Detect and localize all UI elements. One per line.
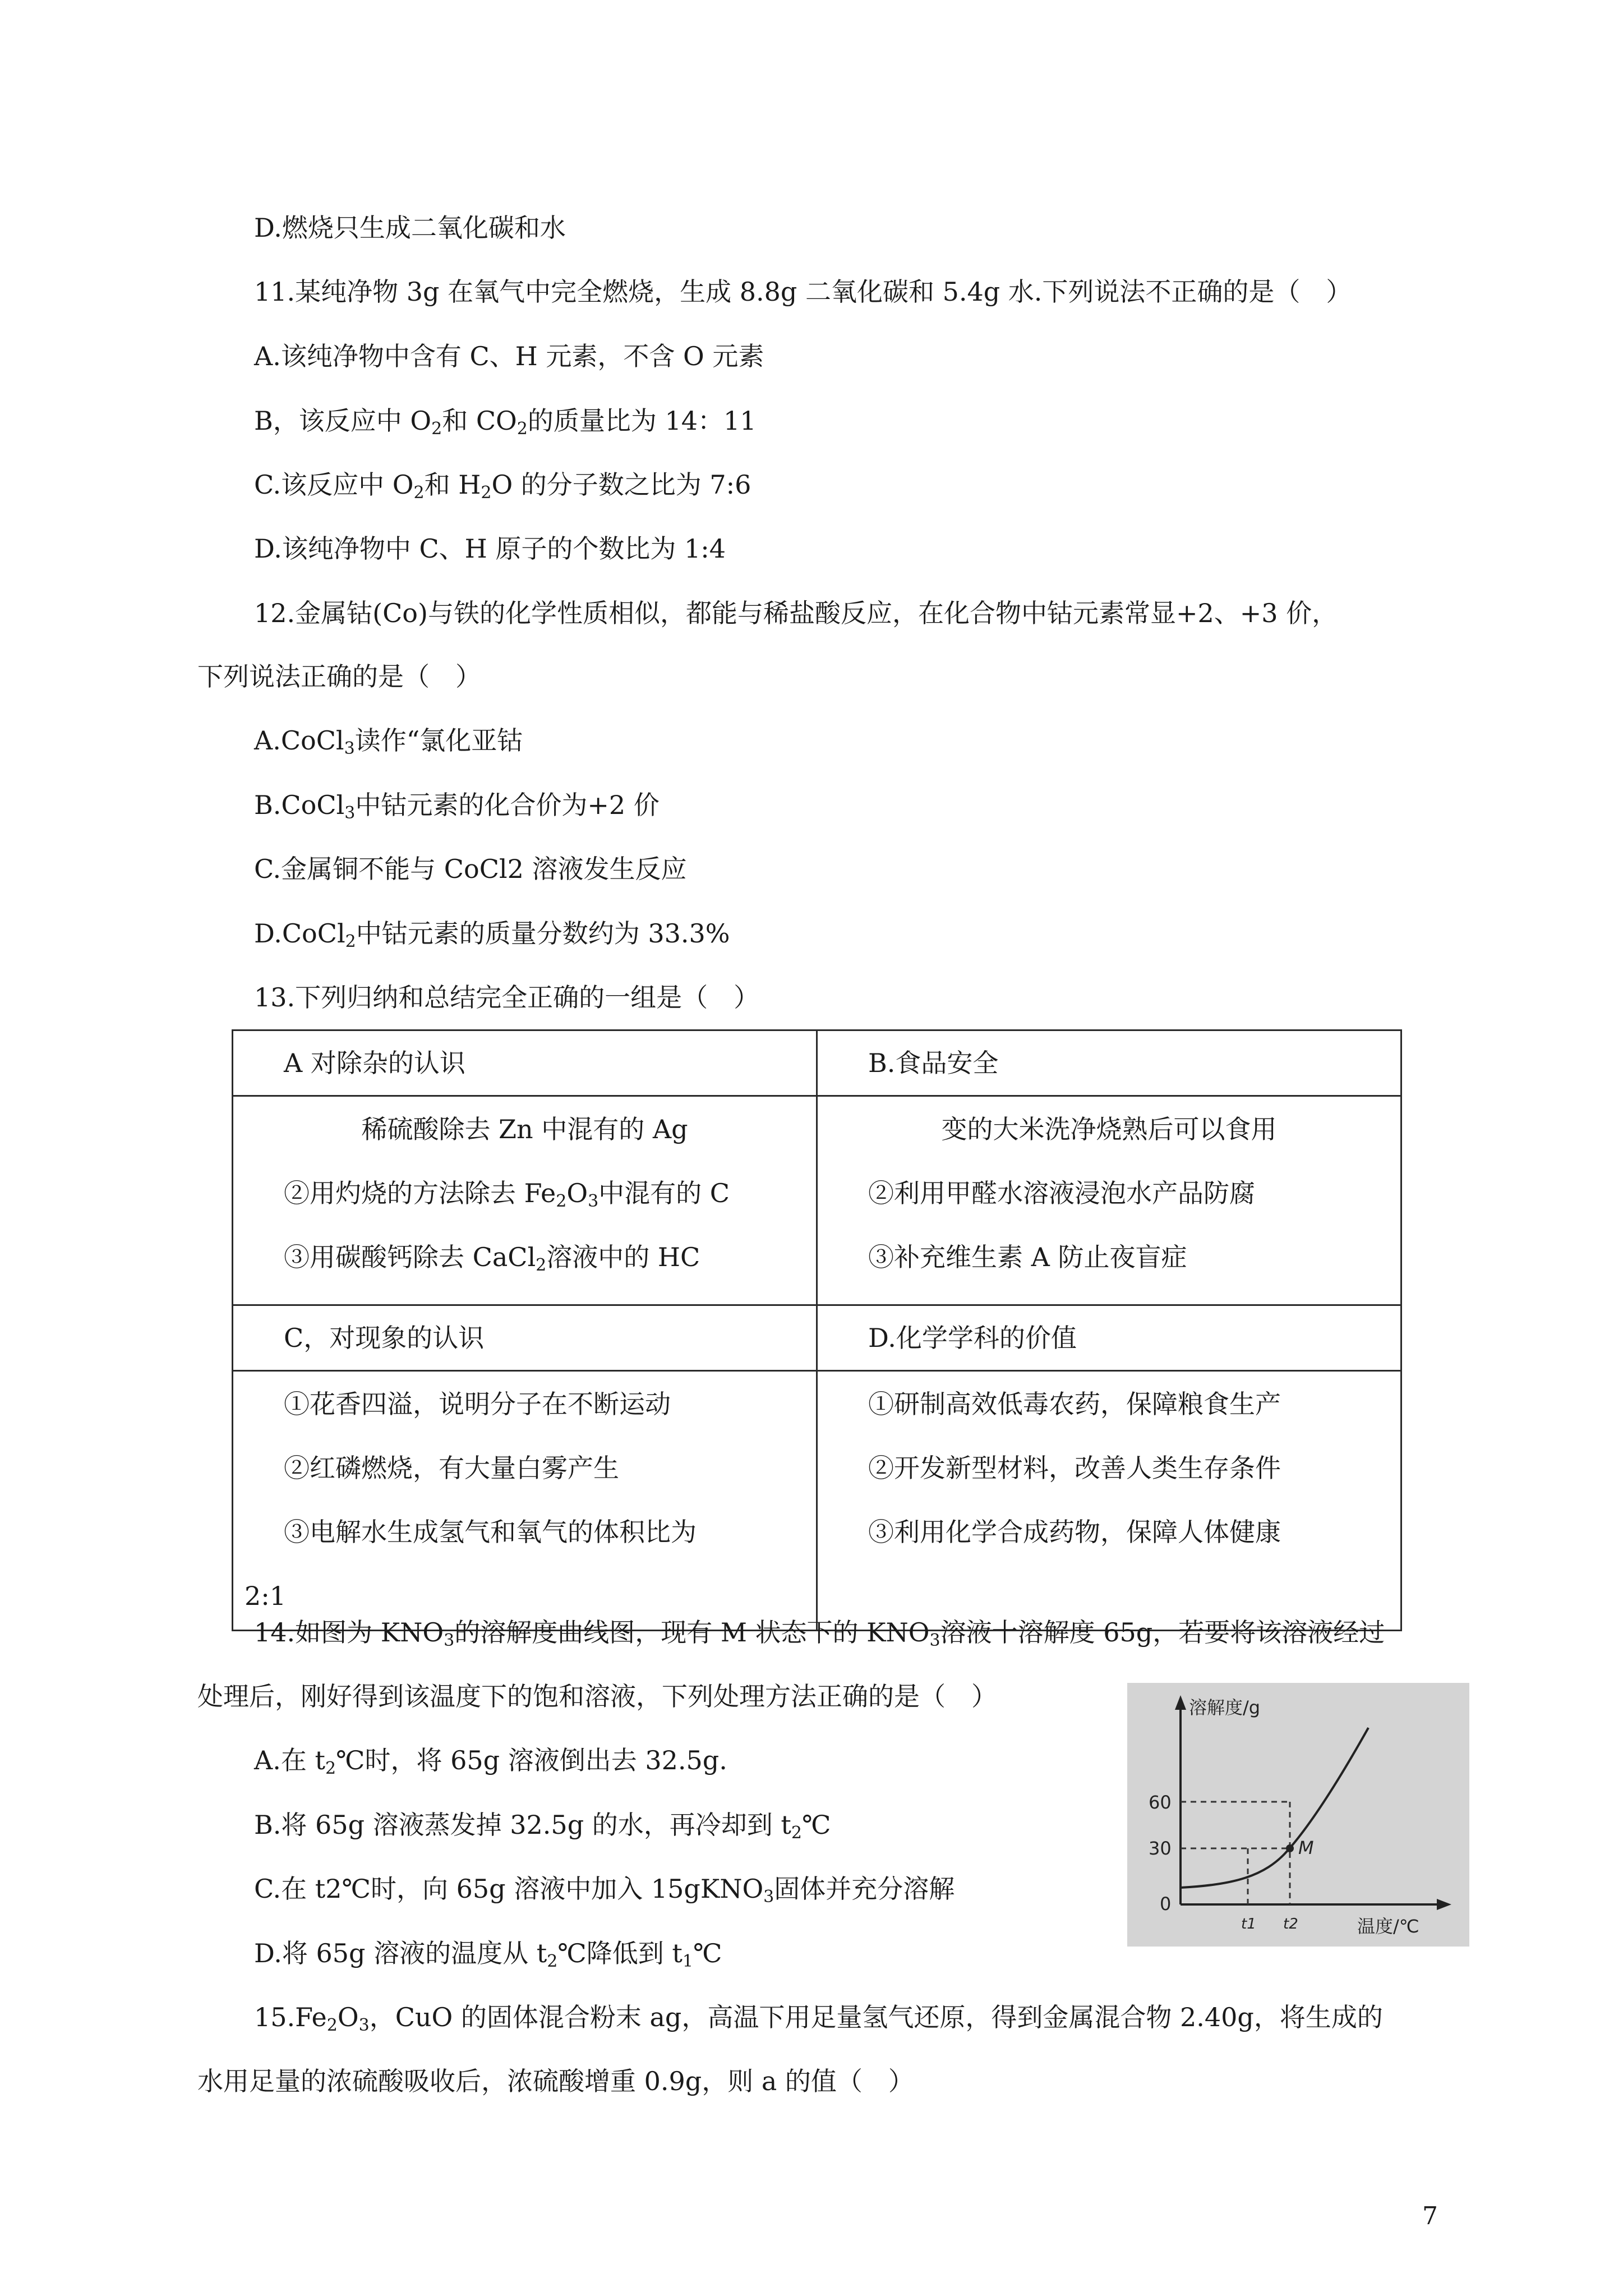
q14-option-b: B.将 65g 溶液蒸发掉 32.5g 的水，再冷却到 $t_2℃$ — [254, 1810, 831, 1843]
y-axis-label: 溶解度/g — [1189, 1697, 1261, 1718]
q13-stem: 13.下列归纳和总结完全正确的一组是（ ） — [254, 982, 760, 1013]
table-cell-c: ①花香四溢，说明分子在不断运动 ②红磷燃烧，有大量白雾产生 ③电解水生成氢气和氧气的体积比为 2:1 — [233, 1371, 817, 1631]
q12-option-b: B.CoCl$_3$中钴元素的化合价为+2 价 — [254, 790, 660, 823]
q13-table — [232, 1029, 1402, 1631]
q12-option-d: D.CoCl$_2$中钴元素的质量分数约为 33.3% — [254, 918, 730, 951]
tick-label-60: 60 — [1149, 1792, 1172, 1813]
q11-option-c: C.该反应中 $O_2$和 $H_2O$ 的分子数之比为 7:6 — [254, 470, 751, 503]
q14-option-c: C.在 t2℃时，向 65g 溶液中加入 15gKNO$_3$固体并充分溶解 — [254, 1874, 955, 1907]
q15-stem: $15.Fe_2O_3$，CuO 的固体混合粉末 ag，高温下用足量氢气还原，得到金属混合物 2.40g，将生成的 — [254, 2002, 1383, 2035]
solubility-curve-svg — [1127, 1683, 1469, 1947]
q11-option-a: A.该纯净物中含有 C、H 元素，不含 O 元素 — [254, 341, 764, 371]
table-header-c: C，对现象的认识 — [233, 1305, 817, 1371]
x-axis-label: 温度/℃ — [1357, 1916, 1419, 1937]
q15-stem-cont: 水用足量的浓硫酸吸收后，浓硫酸增重 0.9g，则 a 的值（ ） — [197, 2066, 914, 2096]
q14-option-d: D.将 65g 溶液的温度从 $t_2℃$降低到 $t_1℃$ — [254, 1938, 722, 1971]
q11-stem: 11.某纯净物 3g 在氧气中完全燃烧，生成 8.8g 二氧化碳和 5.4g 水.下列说法不正确的是（ ） — [254, 277, 1352, 307]
q12-option-c: C.金属铜不能与 CoCl2 溶液发生反应 — [254, 854, 687, 884]
solubility-curve-figure — [1127, 1683, 1469, 1947]
x-axis-arrow — [1437, 1899, 1451, 1910]
solubility-curve — [1181, 1728, 1368, 1888]
table-header-d: D.化学学科的价值 — [817, 1305, 1401, 1371]
table-header-a: A 对除杂的认识 — [233, 1030, 817, 1096]
table-cell-b: 变的大米洗净烧熟后可以食用 ②利用甲醛水溶液浸泡水产品防腐 ③补充维生素 A 防止夜盲症 — [817, 1096, 1401, 1305]
point-m — [1286, 1844, 1294, 1852]
q14-stem-cont: 处理后，刚好得到该温度下的饱和溶液，下列处理方法正确的是（ ） — [197, 1681, 997, 1711]
q14-stem: 14.如图为 $KNO_3$的溶解度曲线图，现有 M 状态下的 $KNO_3$溶液十溶解度 65g，若要将该溶液经过 — [254, 1617, 1385, 1650]
tick-label-t1: t1 — [1241, 1916, 1256, 1932]
point-label-m: M — [1298, 1837, 1314, 1858]
y-axis-arrow — [1175, 1695, 1186, 1710]
table-header-b: B.食品安全 — [817, 1030, 1401, 1096]
q12-option-a: A.CoCl$_3$读作“氯化亚钴 — [254, 725, 523, 758]
q12-stem: 12.金属钴(Co)与铁的化学性质相似，都能与稀盐酸反应，在化合物中钴元素常显+2、+3 价， — [254, 598, 1338, 628]
q11-option-b: B，该反应中 $O_2$和 $CO_2$的质量比为 14：11 — [254, 406, 757, 439]
q14-option-a: A.在 $t_2℃$时，将 65g 溶液倒出去 32.5g. — [254, 1745, 727, 1778]
table-cell-a: 稀硫酸除去 Zn 中混有的 Ag ②用灼烧的方法除去 $Fe_2O_3$中混有的 C ③用碳酸钙除去 CaCl$_2$溶液中的 HC — [233, 1096, 817, 1305]
tick-label-0: 0 — [1160, 1893, 1172, 1915]
tick-label-t2: t2 — [1283, 1916, 1298, 1932]
table-cell-d: ①研制高效低毒农药，保障粮食生产 ②开发新型材料，改善人类生存条件 ③利用化学合成药物，保障人体健康 — [817, 1371, 1401, 1631]
q11-option-d: D.该纯净物中 C、H 原子的个数比为 1:4 — [254, 533, 726, 564]
q10-option-d: D.燃烧只生成二氧化碳和水 — [254, 213, 566, 243]
page-number: 7 — [1422, 2202, 1438, 2230]
tick-label-30: 30 — [1149, 1838, 1172, 1859]
q12-stem-cont: 下列说法正确的是（ ） — [197, 661, 481, 692]
